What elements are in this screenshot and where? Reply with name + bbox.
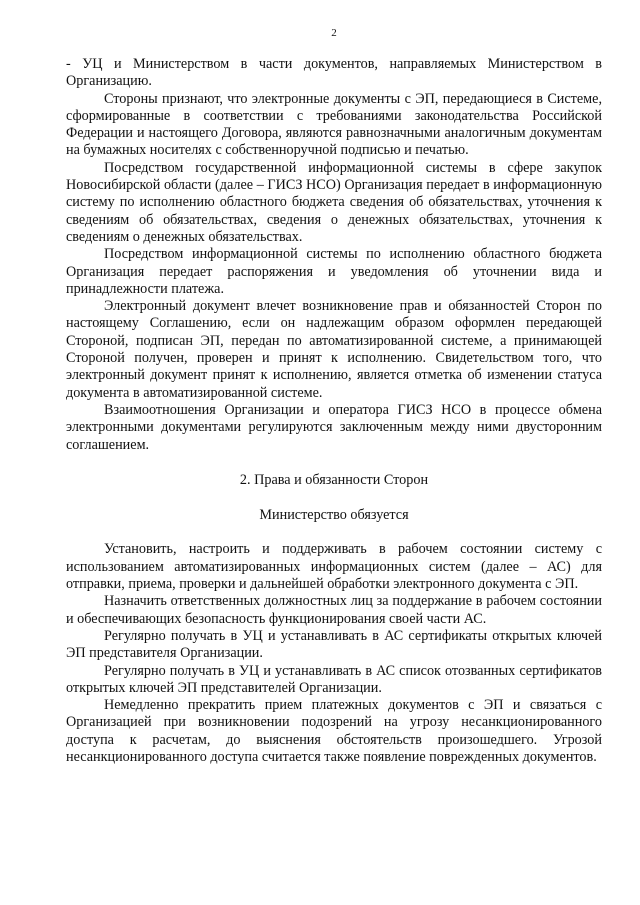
- page-number: 2: [331, 27, 337, 39]
- intro-paragraph-6: Взаимоотношения Организации и оператора ГИСЗ НСО в процессе обмена электронными документами регулируются заключенным между ними двусторонним соглашением.: [66, 401, 602, 453]
- obligation-paragraph-4: Регулярно получать в УЦ и устанавливать в АС список отозванных сертификатов открытых ключей ЭП представителей Организации.: [66, 662, 602, 696]
- obligation-paragraph-3: Регулярно получать в УЦ и устанавливать в АС сертификаты открытых ключей ЭП представителя Организации.: [66, 627, 602, 662]
- document-page: [66, 26, 602, 766]
- sub-heading: Министерство обязуется: [259, 507, 409, 524]
- intro-paragraph-3: Посредством государственной информационной системы в сфере закупок Новосибирской области (далее – ГИСЗ НСО) Организация передает в информационную систему по исполнению областного бюджета сведения об обязательствах, уточнения к сведениям об обязательствах, сведения о денежных обязательствах, уточнения к сведениям о денежных обязательствах.: [66, 159, 602, 245]
- intro-paragraph-4: Посредством информационной системы по исполнению областного бюджета Организация передает распоряжения и уведомления об уточнении вида и принадлежности платежа.: [66, 246, 602, 297]
- obligation-paragraph-1: Установить, настроить и поддерживать в рабочем состоянии систему с использованием автоматизированных информационных систем (далее – АС) для отправки, приема, проверки и дальнейшей обработки электронного документа с ЭП.: [66, 541, 602, 593]
- intro-paragraph-2: Стороны признают, что электронные документы с ЭП, передающиеся в Системе, сформированные в соответствии с требованиями законодательства Российской Федерации и настоящего Договора, являются равнозначными аналогичным документам на бумажных носителях с собственноручной подписью и печатью.: [66, 90, 602, 159]
- obligation-paragraph-2: Назначить ответственных должностных лиц за поддержание в рабочем состоянии и обеспечивающих безопасность функционирования своей части АС.: [66, 593, 602, 627]
- intro-paragraph-1: - УЦ и Министерством в части документов, направляемых Министерством в Организацию.: [66, 56, 602, 90]
- obligation-paragraph-5: Немедленно прекратить прием платежных документов с ЭП и связаться с Организацией при возникновении подозрений на угрозу несанкционированного доступа к расчетам, до выяснения обстоятельств произошедшего. Угрозой несанкционированного доступа считается также появление поврежденных документов.: [66, 697, 602, 765]
- intro-paragraph-5: Электронный документ влечет возникновение прав и обязанностей Сторон по настоящему Соглашению, если он надлежащим образом оформлен передающей Стороной, подписан ЭП, передан по автоматизированной системе, а принимающей Стороной получен, проверен и принят к исполнению. Свидетельством того, что электронный документ принят к исполнению, является отметка об изменении статуса документа в автоматизированной системе.: [66, 298, 602, 401]
- section-heading: 2. Права и обязанности Сторон: [239, 471, 429, 488]
